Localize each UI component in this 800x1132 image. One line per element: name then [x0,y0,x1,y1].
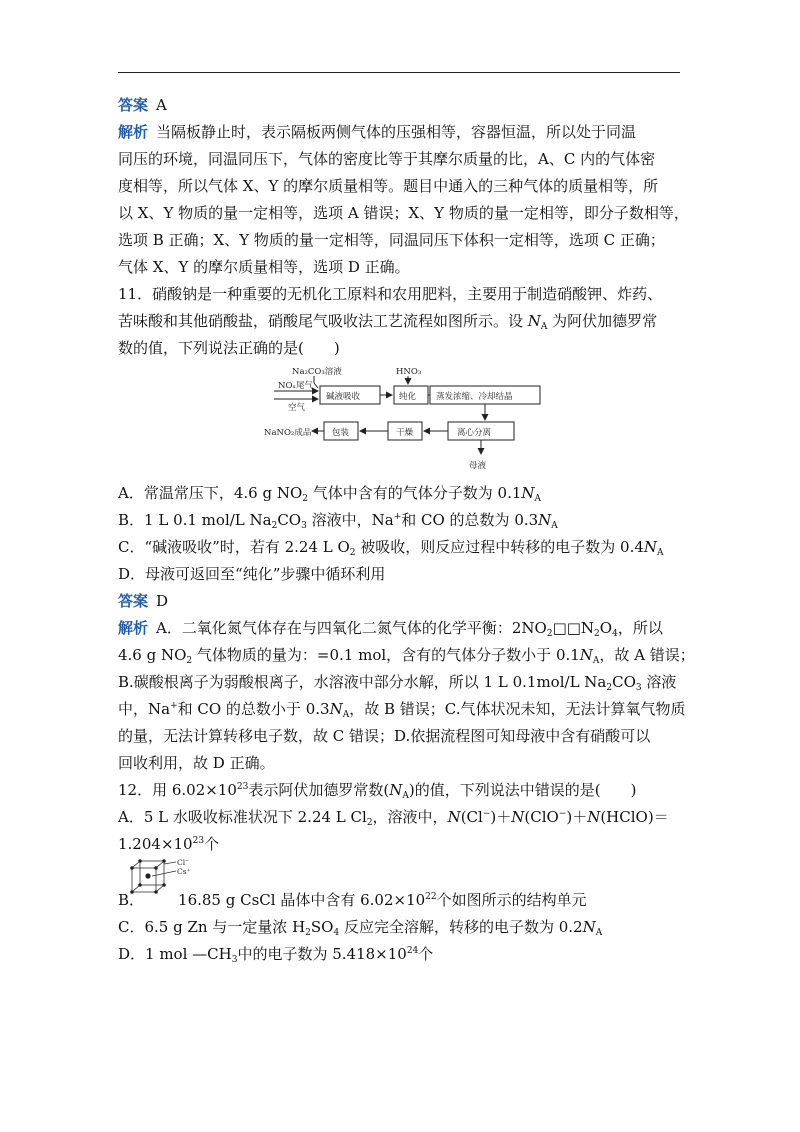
subscript: 2 [302,494,308,504]
na-symbol: N [538,511,552,529]
analysis-text: ，故 A 错误； [599,646,695,664]
option-text: 个 [204,835,220,853]
analysis-text: 以 X、Y 物质的量一定相等，选项 A 错误；X、Y 物质的量一定相等，即分子数相等， [118,204,689,222]
na-subscript: A [540,322,548,332]
answer-keyword: 答案 [118,96,149,114]
option-text: C．6.5 g Zn 与一定量浓 H [118,918,306,936]
label-product: NaNO₂成品 [264,428,312,438]
n-symbol: N [587,808,601,826]
superscript: 23 [192,836,205,846]
label-pack: 包装 [332,428,350,438]
subscript: 3 [301,521,307,531]
subscript: 2 [594,629,600,639]
q11-analysis-line [118,615,684,642]
na-symbol: N [389,781,403,799]
option-text: 反应完全溶解，转移的电子数为 0.2 [339,918,583,936]
analysis-text: CO [612,673,636,691]
option-text: (Cl [460,808,483,826]
option-text: B． [118,891,145,909]
superscript: − [558,809,567,819]
option-text: A．常温常压下，4.6 g NO [118,484,303,502]
option-text: (HClO)＝ [600,808,669,826]
q11-analysis-line: 的量，无法计算转移电子数，故 C 错误；D.依据流程图可知母液中含有硝酸可以 [118,727,651,745]
q10-answer-line [118,92,684,119]
header-rule [118,72,680,73]
option-text: (ClO [524,808,559,826]
q12-option-a [118,804,684,831]
na-subscript: A [534,494,542,504]
analysis-text: O [599,619,613,637]
analysis-text: 中，Na [118,700,171,718]
analysis-text: B.碳酸根离子为弱酸根离子，水溶液中部分水解，所以 1 L 0.1mol/L Na [118,673,607,691]
q11-option-c [118,534,684,561]
subscript: 4 [612,629,618,639]
option-text: B．1 L 0.1 mol/L Na [118,511,272,529]
analysis-text: 同压的环境，同温同压下，气体的密度比等于其摩尔质量的比，A、C 内的气体密 [118,150,656,168]
q11-option-d: D．母液可返回至“纯化”步骤中循环利用 [118,565,386,583]
label-air: 空气 [288,403,306,413]
option-text: 16.85 g CsCl 晶体中含有 6.02×10 [178,891,426,909]
flow-svg [118,366,684,476]
na-symbol: N [582,918,596,936]
q11-analysis-line [118,642,695,669]
superscript: − [482,809,491,819]
option-text: 和 CO 的总数为 0.3 [401,511,539,529]
option-text: SO [310,918,334,936]
superscript: 22 [425,892,437,902]
option-text: A．5 L 水吸收标准状况下 2.24 L Cl [118,808,367,826]
process-flow-diagram [118,366,684,476]
label-absorb: 碱液吸收 [326,392,361,402]
label-purify: 纯化 [399,392,417,402]
answer-keyword: 答案 [118,592,149,610]
option-text: 中的电子数为 5.418×10 [237,945,407,963]
q11-analysis-line: 回收利用，故 D 正确。 [118,754,275,772]
analysis-text: 气体 X、Y 的摩尔质量相等，选项 D 正确。 [118,258,410,276]
label-nox: NOₓ尾气 [278,381,314,391]
na-subscript: A [402,791,409,801]
na-symbol: N [521,484,535,502]
label-centrifuge: 离心分离 [457,428,492,438]
option-text: 气体中含有的气体分子数为 0.1 [307,484,522,502]
label-na2co3: Na₂CO₃溶液 [292,367,342,377]
na-subscript: A [595,928,603,938]
q11-stem-text: 为阿伏加德罗常 [547,312,658,330]
subscript: 2 [349,548,356,558]
analysis-text: 度相等，所以气体 X、Y 的摩尔质量相等。题目中通入的三种气体的质量相等，所 [118,177,659,195]
q12-stem-text: )的值，下列说法中错误的是( ) [408,781,637,799]
label-evap: 蒸发浓缩、冷却结晶 [436,392,513,402]
option-text: D．1 mol —CH [118,945,232,963]
analysis-text: 气体物质的量为：=0.1 mol，含有的气体分子数小于 0.1 [192,646,580,664]
subscript: 4 [333,928,340,938]
q12-stem-text: 表示阿伏加德罗常数( [248,781,390,799]
page-content [118,92,695,968]
superscript: 24 [406,946,419,956]
analysis-text: 和 CO 的总数小于 0.3 [177,700,330,718]
superscript: 23 [236,782,249,792]
subscript: 2 [186,656,193,666]
na-subscript: A [592,656,600,666]
na-subscript: A [342,710,350,720]
subscript: 2 [606,683,613,693]
label-hno3: HNO₃ [396,367,422,377]
q11-answer-line [118,588,684,615]
option-text: 个 [418,945,434,963]
option-text: 溶液中，Na [306,511,394,529]
q11-analysis-line [118,669,684,696]
option-text: 个如图所示的结构单元 [436,891,587,909]
q10-analysis-line [118,119,684,146]
subscript: 3 [635,683,642,693]
analysis-text: 溶液 [641,673,677,691]
analysis-text: 选项 B 正确；X、Y 物质的量一定相等，同温同压下体积一定相等，选项 C 正确； [118,231,665,249]
subscript: 2 [271,521,278,531]
analysis-text: ，故 B 错误；C.气体状况未知，无法计算氧气物质 [349,700,686,718]
analysis-keyword: 解析 [118,619,149,637]
na-symbol: N [527,312,541,330]
label-mother: 母液 [469,461,487,471]
q12-option-b-text [118,887,587,914]
q12-option-c [118,914,684,941]
na-symbol: N [643,538,658,556]
na-symbol: N [329,700,343,718]
na-subscript: A [551,521,558,531]
analysis-text: A．二氧化氮气体存在与四氧化二氮气体的化学平衡：2NO [156,619,547,637]
na-subscript: A [657,548,664,558]
option-text: C．“碱液吸收”时，若有 2.24 L O [118,538,350,556]
analysis-text: 4.6 g NO [118,646,187,664]
q12-option-b [118,858,684,914]
label-cs: Cs⁺ [177,867,191,876]
n-symbol: N [447,808,461,826]
option-text: CO [277,511,302,529]
label-cl: Cl⁻ [177,858,190,867]
superscript: + [170,701,178,711]
q11-option-b [118,507,684,534]
label-dry: 干燥 [396,428,414,438]
q11-answer: D [156,592,169,610]
analysis-text: ，所以 [617,619,663,637]
option-text: ，溶液中， [372,808,448,826]
n-symbol: N [511,808,525,826]
q12-option-a-cont [118,831,684,858]
subscript: 2 [305,928,311,938]
subscript: 3 [231,955,238,965]
analysis-keyword: 解析 [118,123,149,141]
q11-stem-text: 苦味酸和其他硝酸盐，硝酸尾气吸收法工艺流程如图所示。设 [118,312,528,330]
option-text: )＋ [490,808,512,826]
q11-stem [118,308,684,335]
na-symbol: N [579,646,593,664]
analysis-text: 当隔板静止时，表示隔板两侧气体的压强相等，容器恒温，所以处于同温 [156,123,637,141]
subscript: 2 [546,629,553,639]
q12-option-d [118,941,684,968]
q11-stem: 11．硝酸钠是一种重要的无机化工原料和农用肥料，主要用于制造硝酸钾、炸药、 [118,285,663,303]
option-text: 被吸收，则反应过程中转移的电子数为 0.4 [355,538,644,556]
q12-stem-text: 12．用 6.02×10 [118,781,237,799]
q11-stem: 数的值，下列说法正确的是( ) [118,339,340,357]
option-text: )＋ [566,808,588,826]
q11-option-a [118,480,684,507]
subscript: 2 [366,818,373,828]
superscript: + [393,512,402,522]
option-text: 1.204×10 [118,835,193,853]
q11-analysis-line [118,696,684,723]
analysis-text: □□N [552,619,595,637]
q12-stem [118,777,684,804]
q10-answer: A [156,96,167,114]
